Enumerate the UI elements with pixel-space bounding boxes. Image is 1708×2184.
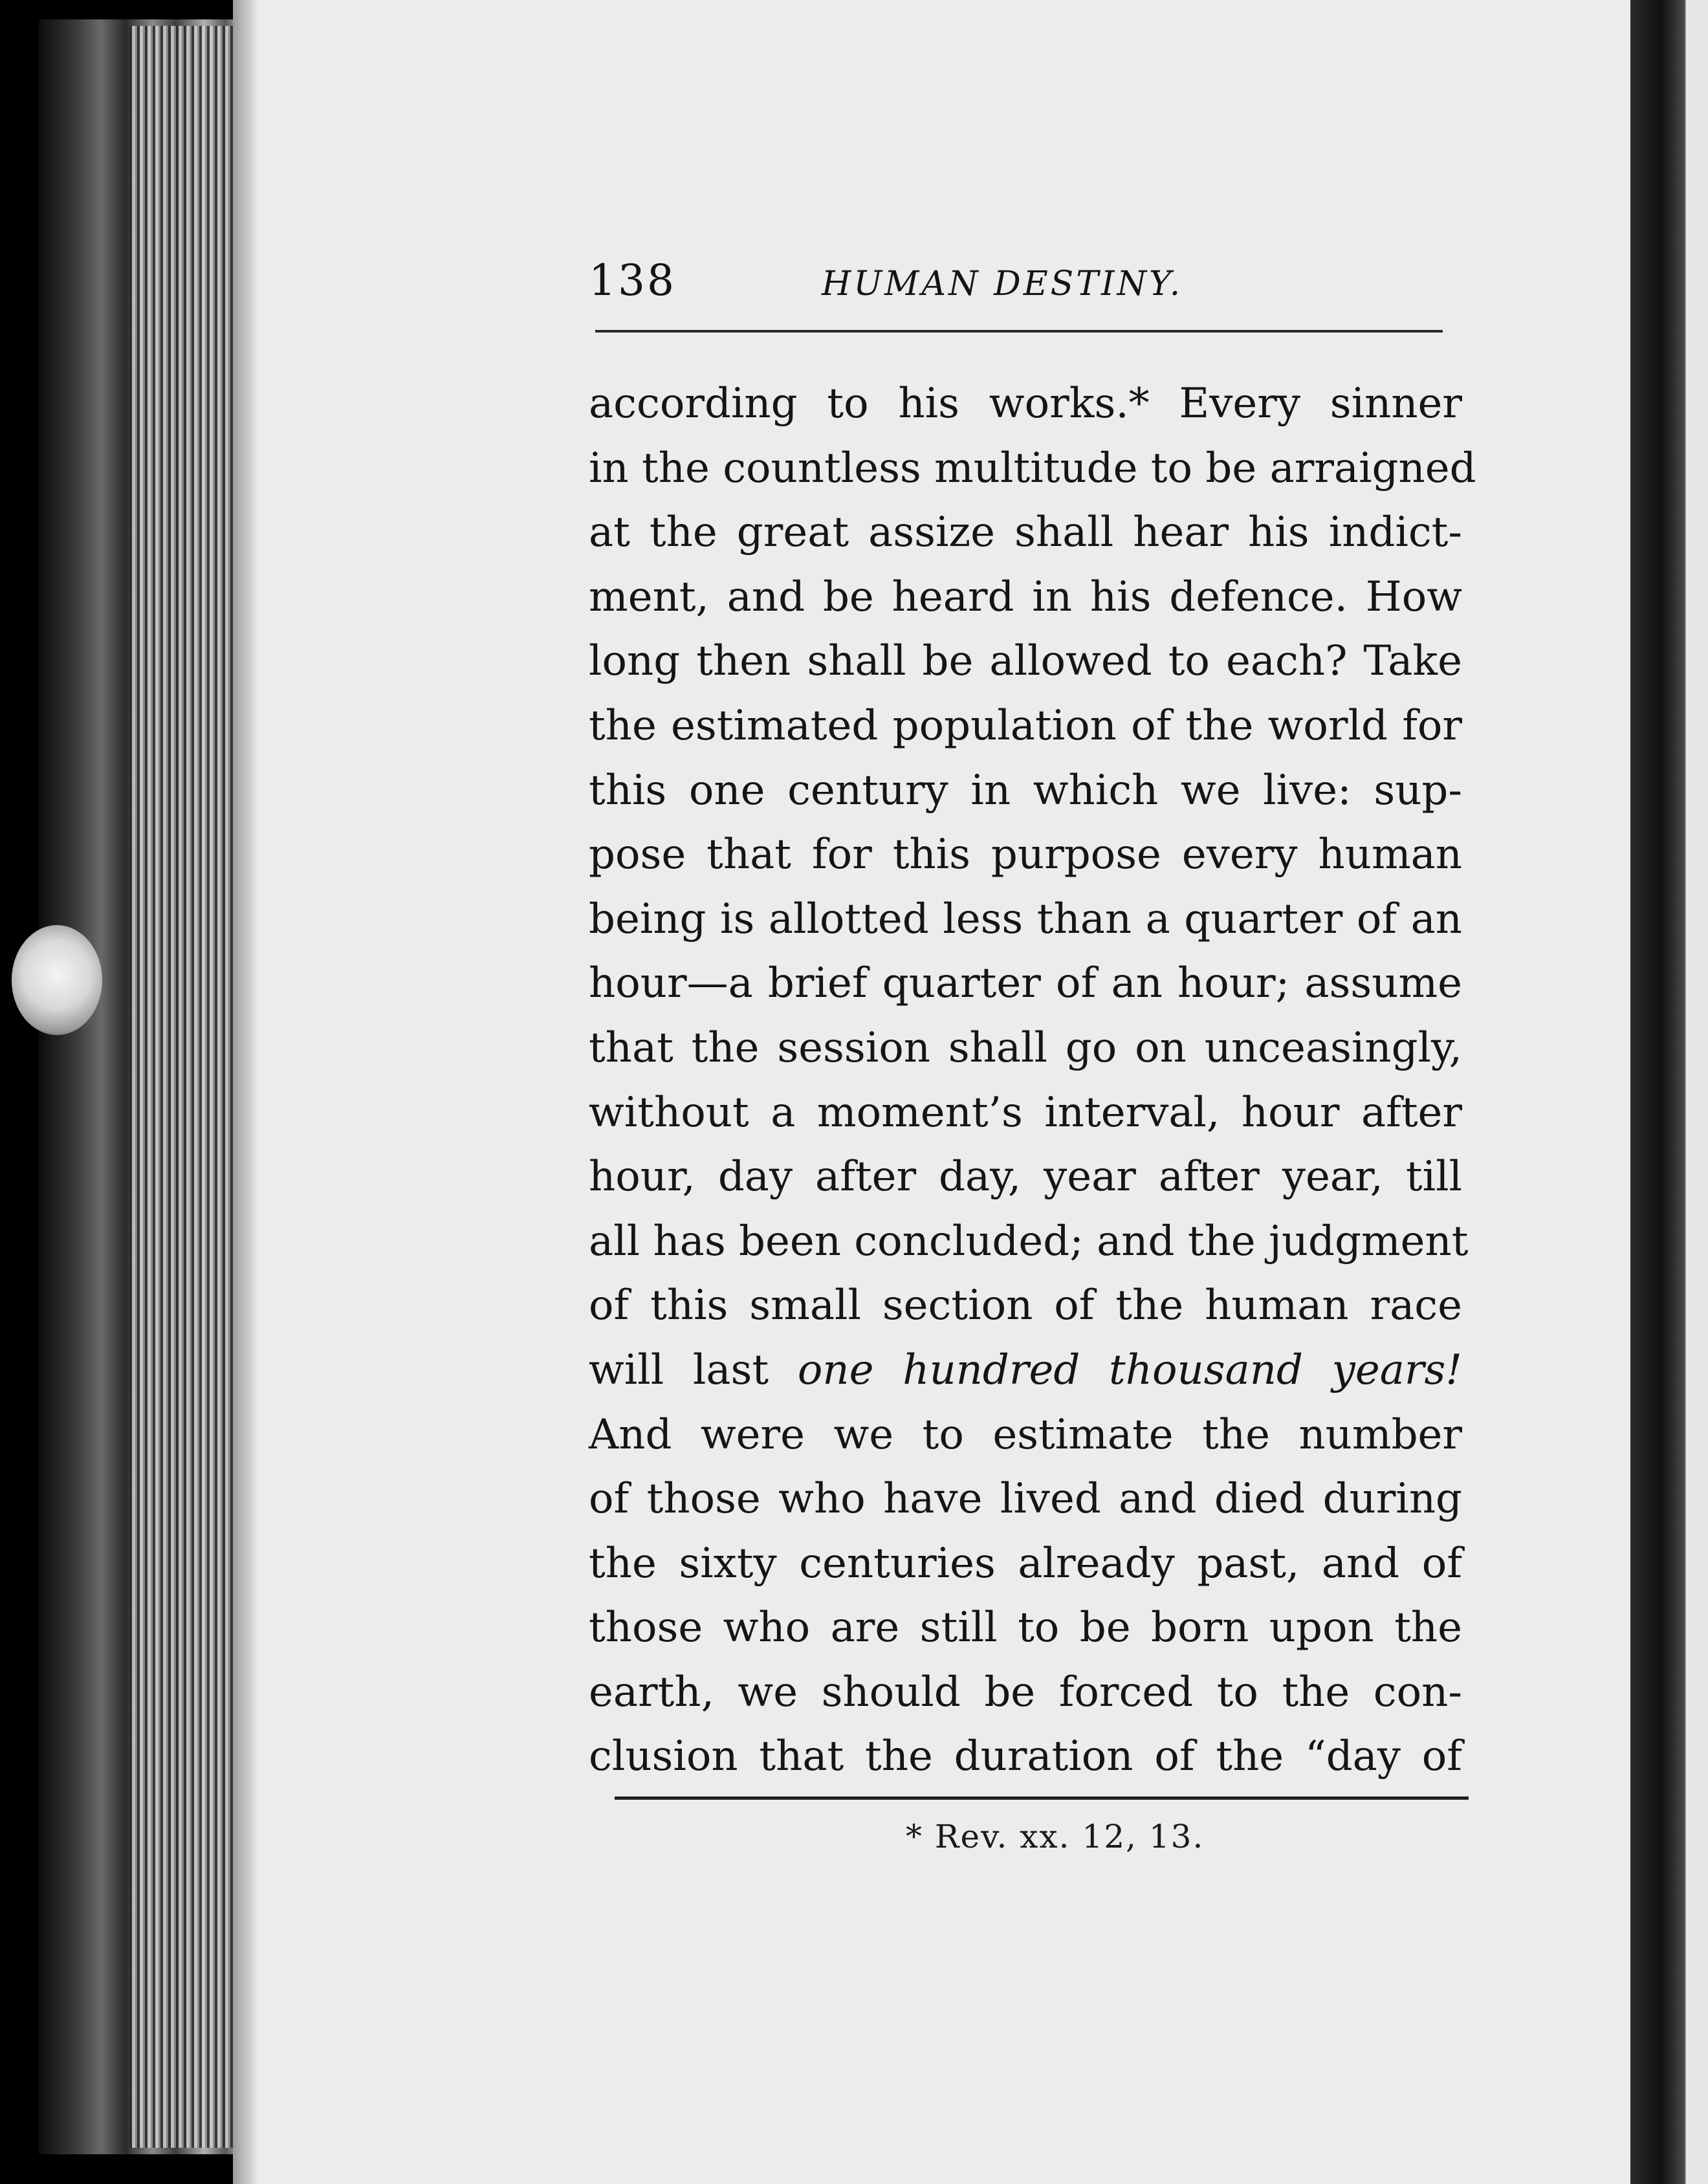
text-line: that the session shall go on unceasingly, [589,1023,1462,1072]
text-line: according to his works.* Every sinner [589,380,1462,428]
body-text [589,372,1476,1789]
text-line: the estimated population of the world for [589,701,1462,750]
page-edges-stack [129,26,246,2148]
running-title: HUMAN DESTINY. [822,265,1183,303]
paper-blot [12,925,102,1035]
text-line: clusion that the duration of the “day of [589,1732,1462,1781]
text-line: hour—a brief quarter of an hour; assume [589,959,1462,1008]
gutter-shadow [233,0,259,2184]
running-head [589,256,1430,327]
emphasized-phrase: one hundred thousand years! [797,1346,1463,1394]
text-line: of those who have lived and died during [589,1475,1462,1523]
text-line: this one century in which we live: sup- [589,766,1462,814]
text-line: hour, day after day, year after year, till [589,1153,1462,1201]
text-line: ment, and be heard in his defence. How [589,573,1462,621]
footnote: * Rev. xx. 12, 13. [906,1818,1205,1855]
text-line-prefix: will last [589,1346,769,1394]
text-line: long then shall be allowed to each? Take [589,637,1462,686]
text-line: And were we to estimate the number [589,1410,1462,1459]
page-number: 138 [589,256,676,305]
text-line: without a moment’s interval, hour after [589,1088,1462,1137]
text-line: the sixty centuries already past, and of [589,1539,1462,1588]
text-line: earth, we should be forced to the con- [589,1668,1462,1716]
header-rule [595,330,1443,333]
text-line: those who are still to be born upon the [589,1604,1462,1652]
text-line: pose that for this purpose every human [589,831,1462,879]
text-line: being is allotted less than a quarter of an [589,895,1462,943]
text-line: at the great assize shall hear his indict- [589,508,1462,557]
footnote-rule [615,1796,1469,1800]
text-line: all has been concluded; and the judgment [589,1217,1469,1265]
text-line: of this small section of the human race [589,1282,1462,1330]
text-line: in the countless multitude to be arraigned [589,444,1476,492]
book-edge-right [1630,0,1708,2184]
text-line-emphasis [589,1338,1462,1403]
